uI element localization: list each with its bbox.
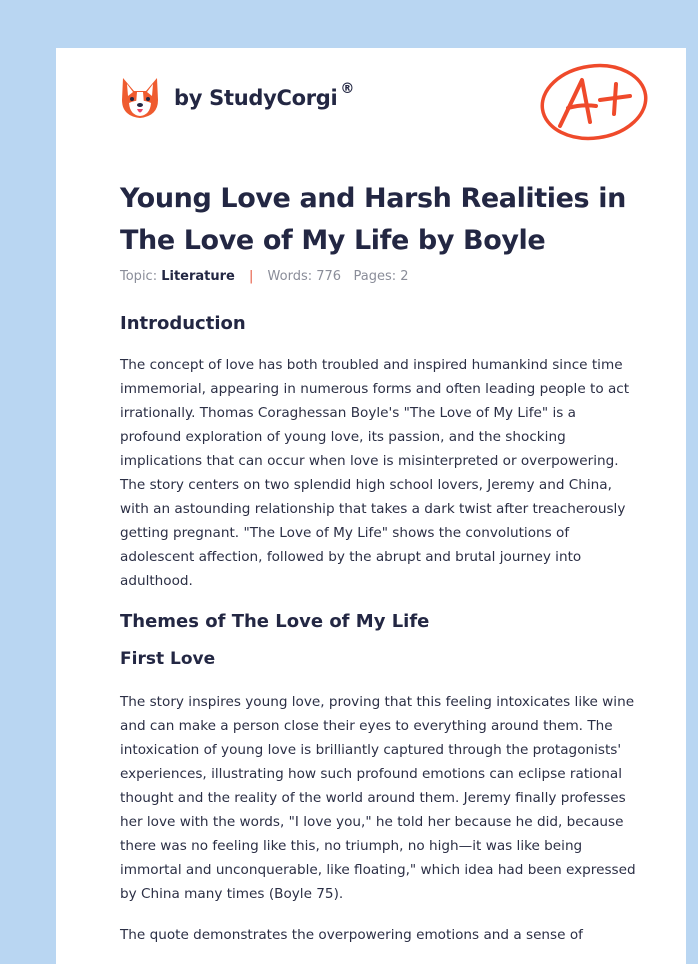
topic-link[interactable]: Literature <box>161 269 235 284</box>
brand-name: by StudyCorgi <box>174 86 338 110</box>
topic-label: Topic: <box>120 269 158 284</box>
quote-paragraph: The quote demonstrates the overpowering emotions and a sense of <box>120 927 583 943</box>
first-love-heading: First Love <box>120 649 216 669</box>
page-title: Young Love and Harsh Realities in The Love of My Life by Boyle <box>120 183 626 256</box>
corgi-icon <box>120 76 160 120</box>
introduction-paragraph: The concept of love has both troubled and inspired humankind since time immemorial, appearing in numerous forms and often leading people to act irrationally. Thomas Coraghessan Boyle's "The Love of My Life" is a profound exploration of young love, its passion, and the shocking implications that can occur when love is misinterpreted or overpowering. The story centers on two splendid high school lovers, Jeremy and China, with an astounding relationship that takes a dark twist after treacherously getting pregnant. "The Love of My Life" shows the convolutions of adolescent affection, followed by the abrupt and brutal journey into adulthood. <box>120 357 630 589</box>
first-love-paragraph: The story inspires young love, proving that this feeling intoxicates like wine and can make a person close their eyes to everything around them. The intoxication of young love is brilliantly captured through the protagonists' experiences, illustrating how such profound emotions can eclipse rational thought and the reality of the world around them. Jeremy finally professes her love with the words, "I love you," he told her because he did, because there was no feeling like this, no triumph, no high—it was like being immortal and unconquerable, like floating," which idea had been expressed by China many times (Boyle 75). <box>120 694 636 902</box>
a-plus-grade-icon <box>538 60 650 148</box>
words-value: 776 <box>316 269 342 284</box>
document-page <box>56 48 686 964</box>
themes-heading: Themes of The Love of My Life <box>120 611 430 632</box>
introduction-heading: Introduction <box>120 313 246 334</box>
brand-logo[interactable] <box>120 76 354 120</box>
document-meta <box>120 269 409 284</box>
pages-label: Pages: <box>353 269 397 284</box>
registered-mark: ® <box>340 81 355 97</box>
meta-separator: | <box>249 269 254 284</box>
words-label: Words: <box>267 269 313 284</box>
pages-value: 2 <box>400 269 409 284</box>
essay-content <box>120 310 640 947</box>
